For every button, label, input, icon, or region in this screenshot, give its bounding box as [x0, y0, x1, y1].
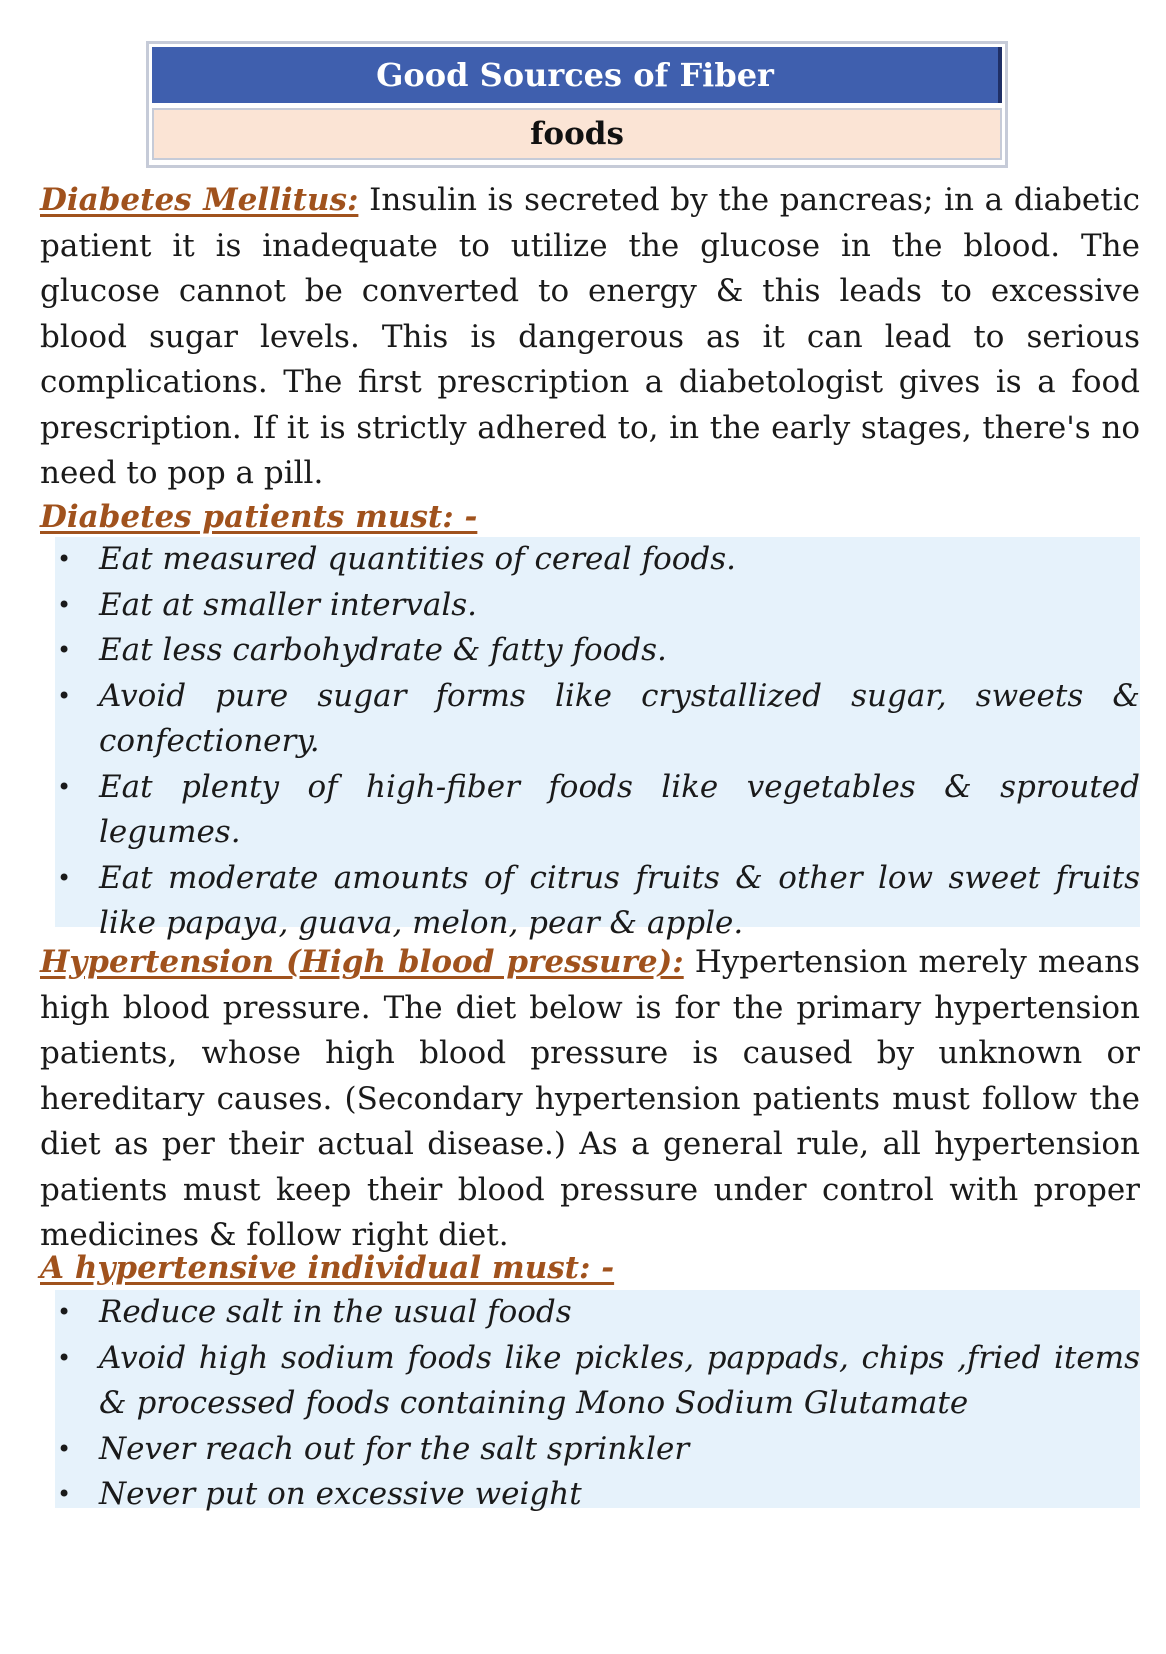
bullet-icon: •	[57, 590, 72, 619]
header-table	[146, 41, 1008, 168]
list-item-text: Avoid pure sugar forms like crystallized sugar, sweets & confectionery.	[99, 677, 1140, 759]
bullet-icon: •	[57, 1480, 72, 1508]
hypertension-list-heading: A hypertensive individual must: -	[40, 1250, 615, 1286]
list-item	[55, 856, 1140, 947]
bullet-icon: •	[57, 636, 72, 664]
diabetes-paragraph	[40, 178, 1140, 497]
list-item-text: Never reach out for the salt sprinkler	[99, 1430, 690, 1467]
list-item-text: Eat measured quantities of cereal foods.	[99, 541, 737, 577]
list-item-text: Avoid high sodium foods like pickles, pappads, chips ,fried items & processed foods containing Mono Sodium Glutamate	[99, 1339, 1140, 1421]
bullet-icon: •	[57, 863, 72, 892]
list-item-text: Reduce salt in the usual foods	[99, 1294, 572, 1330]
diabetes-text: Insulin is secreted by the pancreas; in a diabetic patient it is inadequate to utilize the glucose in the blood. The glucose cannot be converted to energy & this leads to excessive blood sugar levels. This is dangerous as it can lead to serious complications. The first prescription a diabetologist gives is a food prescription. If it is strictly adhered to, in the early stages, there's no need to pop a pill.	[40, 182, 1140, 491]
bullet-icon: •	[57, 1343, 72, 1372]
list-item	[55, 674, 1140, 765]
hypertension-text: Hypertension merely means high blood pressure. The diet below is for the primary hypertension patients, whose high blood pressure is caused by unknown or hereditary causes. (Secondary hypertension patients must follow the diet as per their actual disease.) As a general rule, all hypertension patients must keep their blood pressure under control with proper medicines & follow right diet.	[40, 944, 1140, 1253]
list-item-text: Eat moderate amounts of citrus fruits & other low sweet fruits like papaya, guava, melon, pear & apple.	[99, 859, 1140, 941]
list-item-text: Eat less carbohydrate & fatty foods.	[99, 632, 667, 668]
bullet-icon: •	[57, 545, 72, 573]
diabetes-list	[55, 537, 1140, 941]
list-item-text: Eat plenty of high-fiber foods like vegetables & sprouted legumes.	[99, 768, 1140, 850]
page-title: Good Sources of Fiber	[152, 47, 1002, 103]
list-item	[55, 1336, 1140, 1427]
hypertension-paragraph	[40, 940, 1140, 1259]
list-item	[55, 583, 1140, 629]
hypertension-list	[55, 1290, 1140, 1512]
list-item	[55, 1290, 1140, 1336]
bullet-icon: •	[57, 681, 72, 710]
page-subtitle: foods	[152, 108, 1002, 160]
bullet-icon: •	[57, 772, 72, 801]
list-item	[55, 628, 1140, 674]
hypertension-heading: Hypertension (High blood pressure):	[40, 944, 684, 980]
diabetes-list-heading: Diabetes patients must: -	[40, 499, 478, 535]
bullet-icon: •	[57, 1298, 72, 1326]
list-item-text: Eat at smaller intervals.	[99, 586, 478, 623]
bullet-icon: •	[57, 1434, 72, 1463]
list-item	[55, 537, 1140, 583]
diabetes-heading: Diabetes Mellitus:	[40, 182, 359, 218]
list-item	[55, 765, 1140, 856]
list-item	[55, 1427, 1140, 1473]
list-item-text: Never put on excessive weight	[99, 1476, 582, 1512]
list-item	[55, 1472, 1140, 1518]
